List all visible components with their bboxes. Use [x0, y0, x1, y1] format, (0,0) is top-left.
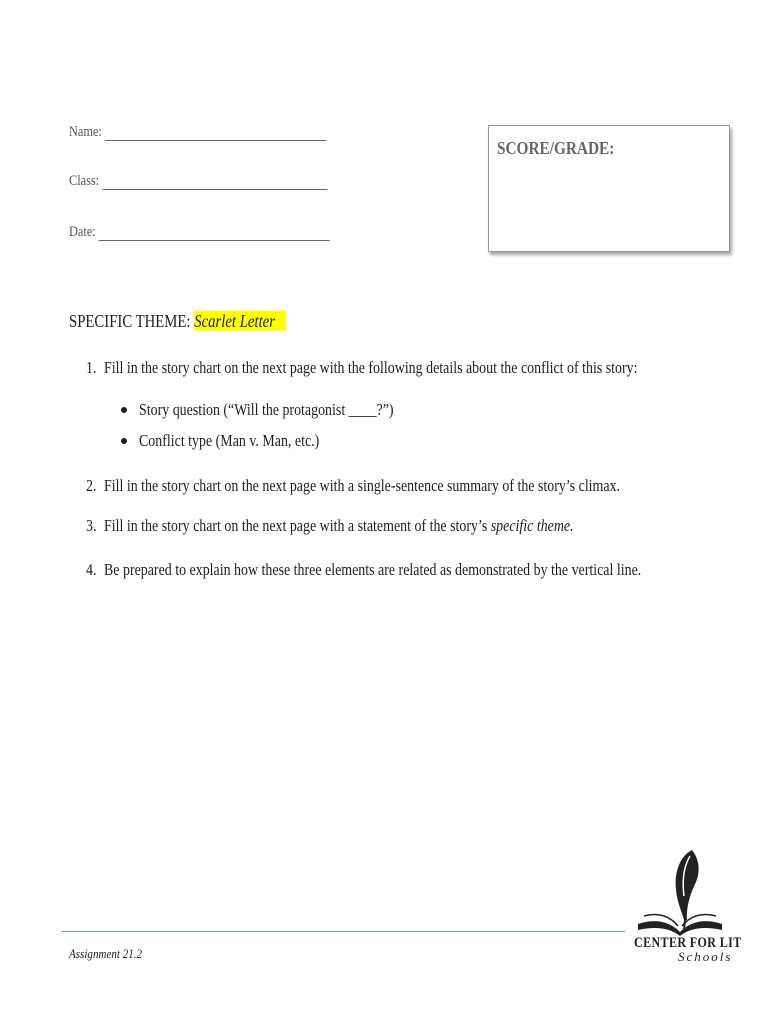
score-grade-box[interactable] [488, 125, 730, 252]
item-3-text-start: Fill in the story chart on the next page with a statement of the story’s [104, 516, 491, 535]
class-label: Class: [69, 173, 100, 189]
item-3-text [104, 516, 574, 536]
item-3-text-italic: specific theme. [490, 516, 574, 535]
score-grade-label: SCORE/GRADE: [497, 138, 615, 158]
item-3-number: 3. [86, 516, 97, 535]
name-field[interactable] [69, 124, 326, 141]
class-line[interactable] [102, 175, 327, 190]
item-4-number: 4. [86, 560, 97, 579]
name-line[interactable] [105, 126, 326, 141]
bullet-dot [121, 407, 127, 413]
date-line[interactable] [99, 226, 330, 241]
specific-theme [69, 311, 286, 332]
item-2-number: 2. [86, 476, 97, 495]
logo-text-schools: Schools [678, 949, 733, 964]
bullet-story-question: Story question (“Will the protagonist ____?”) [139, 400, 394, 419]
bullet-dot [121, 438, 127, 444]
class-field[interactable] [69, 173, 327, 190]
footer-rule [62, 931, 625, 932]
date-label: Date: [69, 224, 96, 240]
theme-label: SPECIFIC THEME: [69, 311, 191, 331]
logo-text-center-for-lit: CENTER FOR LIT [634, 935, 742, 951]
item-1-number: 1. [86, 358, 97, 377]
name-label: Name: [69, 124, 102, 140]
theme-value: Scarlet Letter [194, 311, 286, 331]
date-field[interactable] [69, 224, 330, 241]
item-4-text: Be prepared to explain how these three elements are related as demonstrated by the vertical line. [104, 560, 642, 579]
item-1-text: Fill in the story chart on the next page with the following details about the conflict of this story: [104, 358, 638, 377]
item-2-text: Fill in the story chart on the next page with a single-sentence summary of the story’s climax. [104, 476, 621, 495]
assignment-number: Assignment 21.2 [69, 946, 143, 961]
bullet-conflict-type: Conflict type (Man v. Man, etc.) [139, 431, 320, 450]
